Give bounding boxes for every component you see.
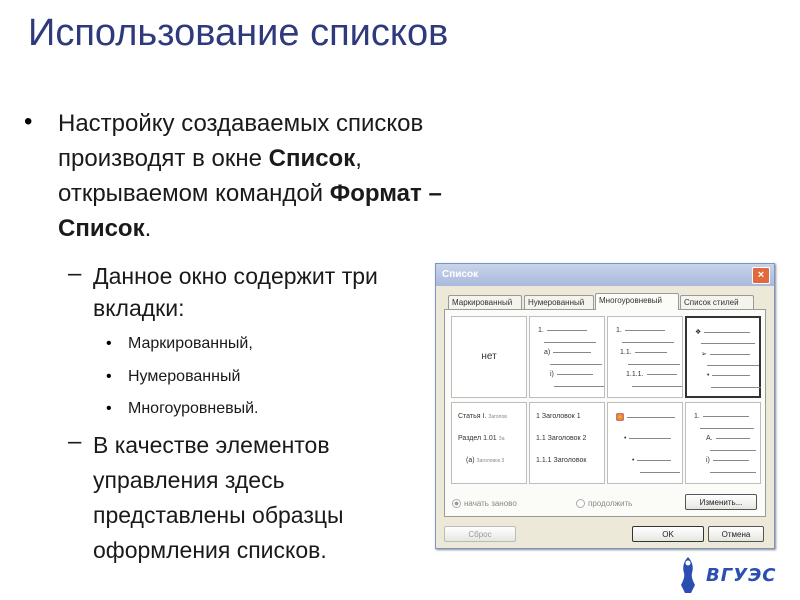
tab-list-styles[interactable]: Список стилей — [680, 295, 754, 309]
slide-title: Использование списков — [28, 12, 449, 54]
emblem-icon — [676, 555, 700, 595]
preset-row — [694, 413, 749, 421]
arrow-bullet-icon: ➢ — [701, 351, 707, 358]
preset-pictures[interactable] — [607, 402, 683, 484]
presets-panel — [444, 309, 766, 517]
university-logo — [676, 555, 780, 595]
radio-icon — [576, 499, 585, 508]
preset-row — [550, 371, 593, 379]
preset-none-label: нет — [481, 351, 497, 362]
picture-bullet-icon — [616, 413, 624, 421]
preset-heading: Заголов — [488, 414, 507, 420]
preset-row — [538, 327, 587, 335]
sub-dot-2: • — [106, 368, 112, 385]
preset-marker: 1. — [694, 413, 700, 420]
tab-multilevel[interactable]: Многоуровневый — [595, 293, 679, 310]
preset-heading: Заголовок 3 — [476, 458, 505, 464]
dash-1: – — [68, 260, 82, 287]
preset-marker: i) — [550, 371, 554, 378]
preset-marker: 1. — [538, 327, 544, 334]
bullet-1-part1: Настройку создаваемых списков производят в окне — [58, 110, 424, 172]
change-button[interactable]: Изменить... — [685, 494, 757, 510]
dot-bullet-icon: • — [632, 457, 635, 464]
preset-marker: Статья I. — [458, 413, 487, 420]
preset-row: 1 Заголовок 1 — [536, 413, 581, 420]
preset-marker: i) — [706, 457, 710, 464]
preset-articles[interactable] — [451, 402, 527, 484]
preset-row — [458, 435, 504, 443]
dot-bullet-icon: • — [624, 435, 627, 442]
sub-item-3: Многоуровневый. — [128, 400, 259, 417]
preset-none[interactable] — [451, 316, 527, 398]
sub-item-2: Нумерованный — [128, 368, 241, 385]
preset-marker: (а) — [466, 457, 475, 464]
preset-row — [695, 328, 750, 336]
diamond-bullet-icon: ❖ — [695, 329, 702, 336]
preset-marker: a) — [544, 349, 551, 356]
list-dialog — [435, 263, 775, 549]
bullet-1-bold1: Список — [268, 145, 356, 172]
sub-dot-3: • — [106, 400, 112, 417]
preset-row — [458, 413, 507, 421]
preset-row: 1.1.1 Заголовок — [536, 457, 587, 464]
radio-restart-label: начать заново — [464, 499, 517, 508]
dialog-title: Список — [442, 269, 479, 280]
preset-row — [632, 457, 671, 465]
radio-icon — [452, 499, 461, 508]
preset-heading: За — [498, 436, 505, 442]
dialog-titlebar — [436, 264, 774, 286]
preset-row — [701, 350, 750, 358]
logo-text: ВГУЭС — [706, 565, 777, 586]
bullet-2: Данное окно содержит три вкладки: — [93, 263, 378, 321]
dot-bullet-icon: • — [707, 372, 710, 379]
ok-button[interactable]: OK — [632, 526, 704, 542]
preset-marker: 1.1. — [620, 349, 632, 356]
preset-row — [616, 327, 665, 335]
bullet-3: В качестве элементов управления здесь представлены образцы оформления списков. — [93, 432, 344, 563]
radio-restart[interactable] — [452, 499, 517, 508]
preset-row — [620, 349, 667, 357]
cancel-button[interactable]: Отмена — [708, 526, 764, 542]
close-icon[interactable]: × — [752, 267, 770, 284]
preset-bullets-symbols[interactable] — [685, 316, 761, 398]
preset-row — [544, 349, 591, 357]
preset-row: 1.1 Заголовок 2 — [536, 435, 587, 442]
bullet-1-part3: . — [144, 215, 152, 242]
preset-row — [706, 435, 750, 443]
preset-marker: A. — [706, 435, 713, 442]
dash-2: – — [68, 428, 82, 455]
preset-row — [624, 435, 671, 443]
tab-numbered[interactable]: Нумерованный — [524, 295, 594, 309]
preset-numbered-1[interactable] — [607, 316, 683, 398]
tab-bulleted[interactable]: Маркированный — [448, 295, 522, 309]
preset-numbered-a[interactable] — [529, 316, 605, 398]
bullet-dot: • — [24, 108, 33, 135]
preset-row — [626, 371, 677, 379]
bullet-1 — [58, 106, 478, 246]
bullet-1-bold2: Формат – Список — [58, 180, 442, 242]
sub-dot-1: • — [106, 335, 112, 352]
radio-continue[interactable] — [576, 499, 632, 508]
preset-outline[interactable] — [685, 402, 761, 484]
bullet-1-part2: , открываемом командой — [58, 145, 362, 207]
preset-headings[interactable] — [529, 402, 605, 484]
preset-marker: 1.1.1. — [626, 371, 644, 378]
preset-row — [707, 372, 750, 380]
sub-item-1: Маркированный, — [128, 335, 253, 352]
reset-button[interactable]: Сброс — [444, 526, 516, 542]
preset-marker: Раздел 1.01 — [458, 435, 497, 442]
radio-continue-label: продолжить — [588, 499, 633, 508]
preset-marker: 1. — [616, 327, 622, 334]
preset-row — [466, 457, 504, 465]
preset-row — [706, 457, 749, 465]
